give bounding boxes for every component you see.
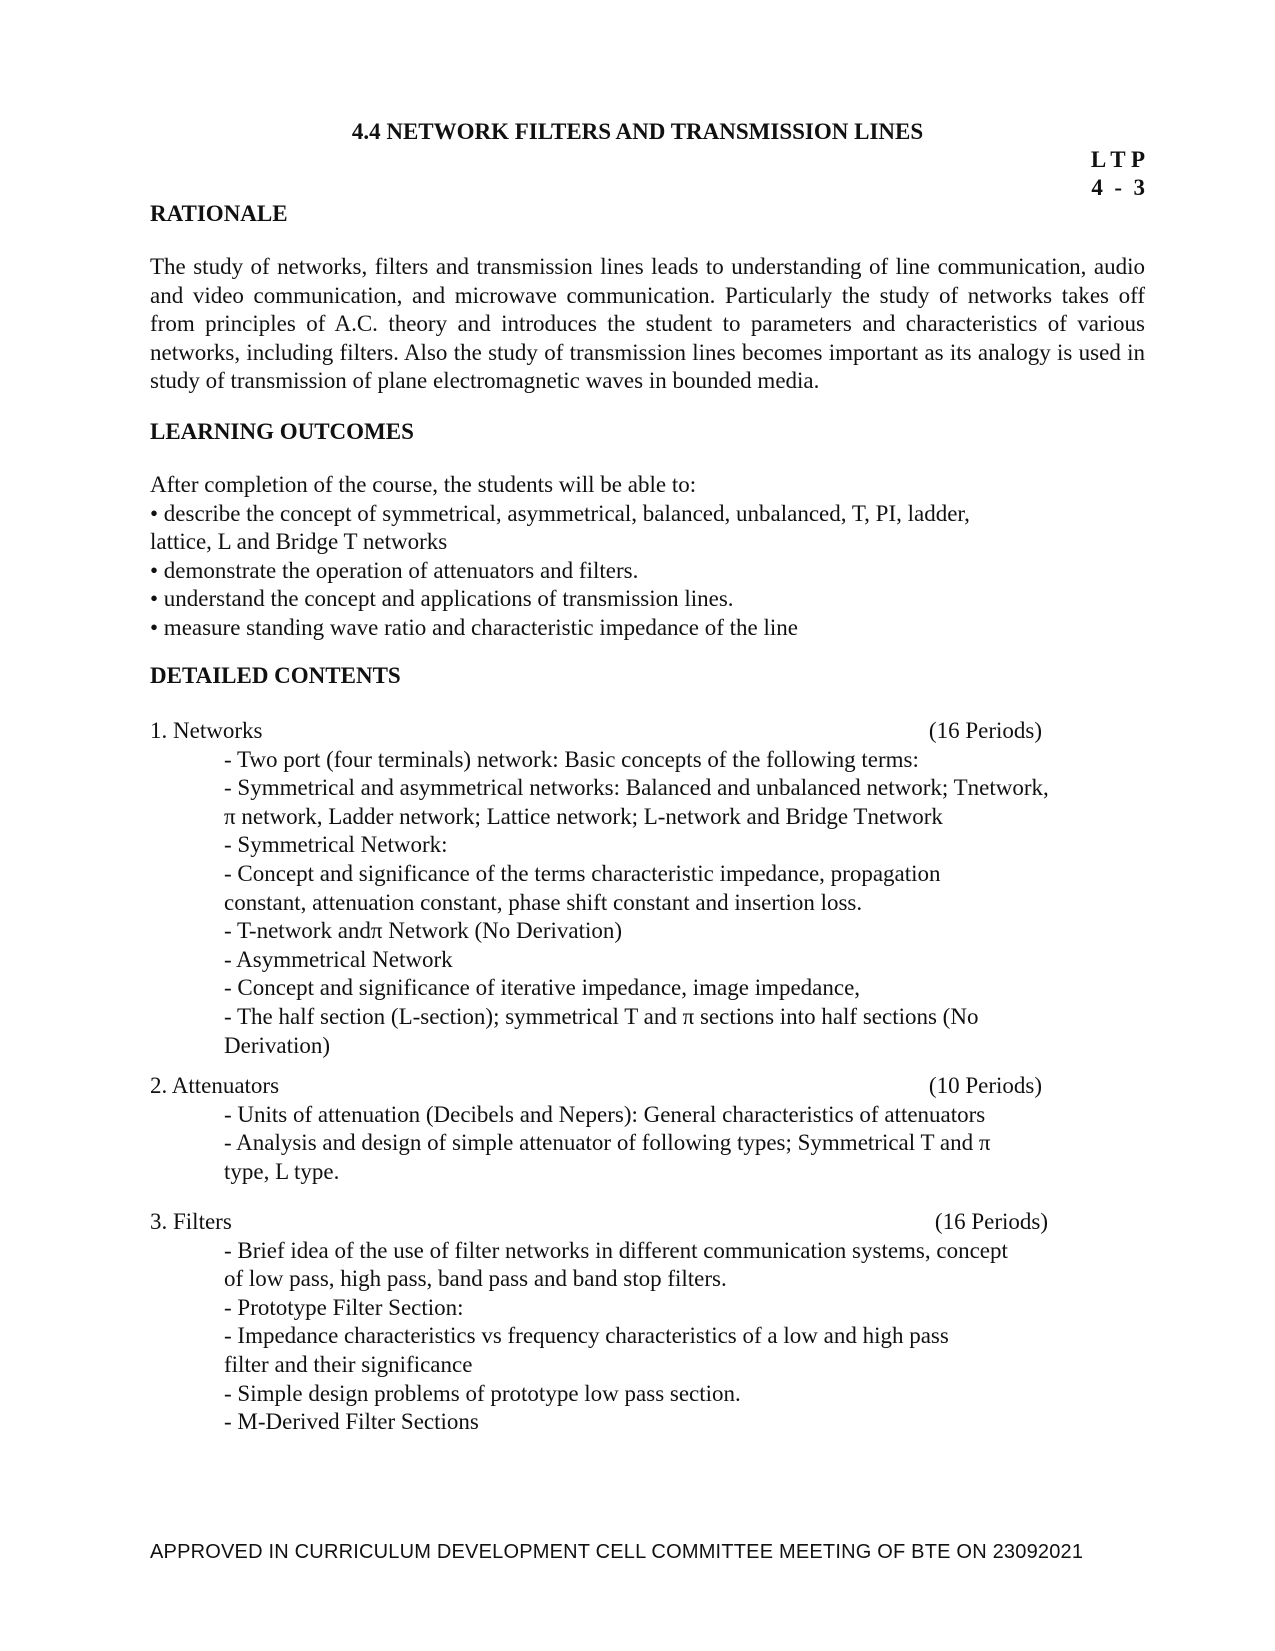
- page-title: 4.4 NETWORK FILTERS AND TRANSMISSION LINES: [351, 119, 924, 144]
- outcome-item: • describe the concept of symmetrical, asymmetrical, balanced, unbalanced, T, PI, ladder,: [150, 500, 970, 526]
- unit-line: - Concept and significance of iterative impedance, image impedance,: [224, 975, 861, 1001]
- unit-line: - Symmetrical and asymmetrical networks: Balanced and unbalanced network; Tnetwork,: [224, 775, 1049, 801]
- unit-periods: (16 Periods): [934, 1209, 1048, 1234]
- unit-title: 2. Attenuators: [150, 1073, 280, 1098]
- outcome-item-continued: lattice, L and Bridge T networks: [150, 529, 448, 555]
- unit-filters: [150, 1208, 1048, 1437]
- unit-line: π network, Ladder network; Lattice network; L-network and Bridge Tnetwork: [224, 803, 943, 829]
- unit-line: of low pass, high pass, band pass and band stop filters.: [224, 1266, 727, 1292]
- unit-line: - Simple design problems of prototype low pass section.: [224, 1380, 741, 1406]
- unit-line: - Symmetrical Network:: [224, 832, 448, 858]
- unit-periods: (10 Periods): [928, 1073, 1042, 1098]
- outcome-item: • understand the concept and applications of transmission lines.: [150, 586, 734, 612]
- unit-line: type, L type.: [224, 1158, 340, 1184]
- rationale-heading: RATIONALE: [150, 201, 288, 226]
- unit-attenuators: [150, 1072, 1042, 1186]
- unit-line: - Two port (four terminals) network: Basic concepts of the following terms:: [224, 746, 919, 772]
- unit-line: - Concept and significance of the terms characteristic impedance, propagation: [224, 860, 941, 886]
- unit-line: constant, attenuation constant, phase shift constant and insertion loss.: [224, 889, 863, 915]
- unit-line: - Brief idea of the use of filter networks in different communication systems, concept: [224, 1237, 1008, 1263]
- unit-line: - T-network andπ Network (No Derivation): [224, 918, 623, 944]
- unit-title: 3. Filters: [150, 1209, 232, 1234]
- unit-line: filter and their significance: [224, 1351, 473, 1377]
- unit-title: 1. Networks: [150, 718, 263, 743]
- outcome-item: • demonstrate the operation of attenuators and filters.: [150, 557, 639, 583]
- unit-line: - Prototype Filter Section:: [224, 1294, 464, 1320]
- unit-line: - The half section (L-section); symmetrical T and π sections into half sections (No: [224, 1003, 979, 1029]
- unit-periods: (16 Periods): [928, 718, 1042, 743]
- ltp-header: L T P: [1090, 147, 1145, 172]
- learning-outcomes-heading: LEARNING OUTCOMES: [150, 419, 414, 444]
- approval-footer: APPROVED IN CURRICULUM DEVELOPMENT CELL COMMITTEE MEETING OF BTE ON 23092021: [150, 1541, 1084, 1563]
- outcome-item: • measure standing wave ratio and characteristic impedance of the line: [150, 614, 798, 640]
- unit-line: - Units of attenuation (Decibels and Nepers): General characteristics of attenuators: [224, 1101, 986, 1127]
- ltp-values: 4 - 3: [1091, 175, 1145, 200]
- unit-line: - M-Derived Filter Sections: [224, 1409, 479, 1435]
- unit-line: - Analysis and design of simple attenuator of following types; Symmetrical T and π: [224, 1130, 991, 1156]
- learning-outcomes-list: [150, 471, 1150, 643]
- unit-line: Derivation): [224, 1032, 331, 1058]
- outcomes-intro: After completion of the course, the students will be able to:: [150, 472, 697, 497]
- unit-line: - Asymmetrical Network: [224, 946, 453, 972]
- rationale-text: The study of networks, filters and transmission lines leads to understanding of line communication, audio and video communication, and microwave communication. Particularly the study of networks takes off from principles of A.C. theory and introduces the student to parameters and characteristics of various networks, including filters. Also the study of transmission lines becomes important as its analogy is used in study of transmission of plane electromagnetic waves in bounded media.: [150, 254, 1145, 394]
- unit-line: - Impedance characteristics vs frequency characteristics of a low and high pass: [224, 1323, 949, 1349]
- unit-networks: [150, 717, 1049, 1060]
- detailed-contents-heading: DETAILED CONTENTS: [150, 663, 401, 688]
